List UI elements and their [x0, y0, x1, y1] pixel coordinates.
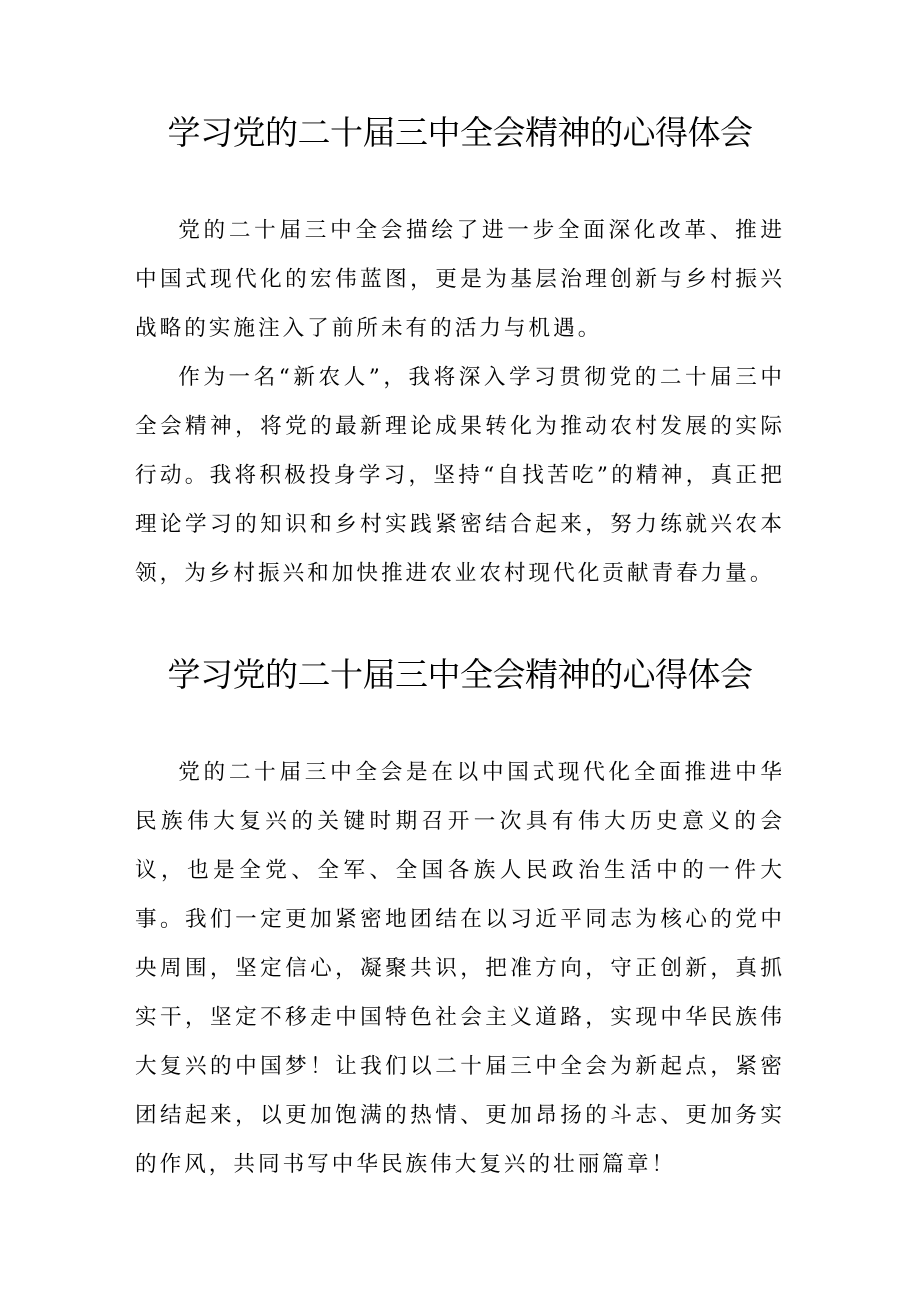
essay-section-1: [135, 108, 785, 598]
essay-section-2: [135, 650, 785, 1189]
paragraph: 党的二十届三中全会是在以中国式现代化全面推进中华民族伟大复兴的关键时期召开一次具有伟大历史意义的会议，也是全党、全军、全国各族人民政治生活中的一件大事。我们一定更加紧密地团结在以习近平同志为核心的党中央周围，坚定信心，凝聚共识，把准方向，守正创新，真抓实干，坚定不移走中国特色社会主义道路，实现中华民族伟大复兴的中国梦！让我们以二十届三中全会为新起点，紧密团结起来，以更加饱满的热情、更加昂扬的斗志、更加务实的作风，共同书写中华民族伟大复兴的壮丽篇章！: [135, 760, 785, 1177]
paragraph: 作为一名“新农人”，我将深入学习贯彻党的二十届三中全会精神，将党的最新理论成果转化为推动农村发展的实际行动。我将积极投身学习，坚持“自找苦吃”的精神，真正把理论学习的知识和乡村实践紧密结合起来，努力练就兴农本领，为乡村振兴和加快推进农业农村现代化贡献青春力量。: [135, 365, 785, 586]
essay-title: 学习党的二十届三中全会精神的心得体会: [167, 655, 753, 694]
essay-body: [135, 206, 785, 598]
essay-title: 学习党的二十届三中全会精神的心得体会: [167, 113, 753, 152]
essay-body: [135, 748, 785, 1189]
paragraph: 党的二十届三中全会描绘了进一步全面深化改革、推进中国式现代化的宏伟蓝图，更是为基层治理创新与乡村振兴战略的实施注入了前所未有的活力与机遇。: [135, 218, 785, 341]
